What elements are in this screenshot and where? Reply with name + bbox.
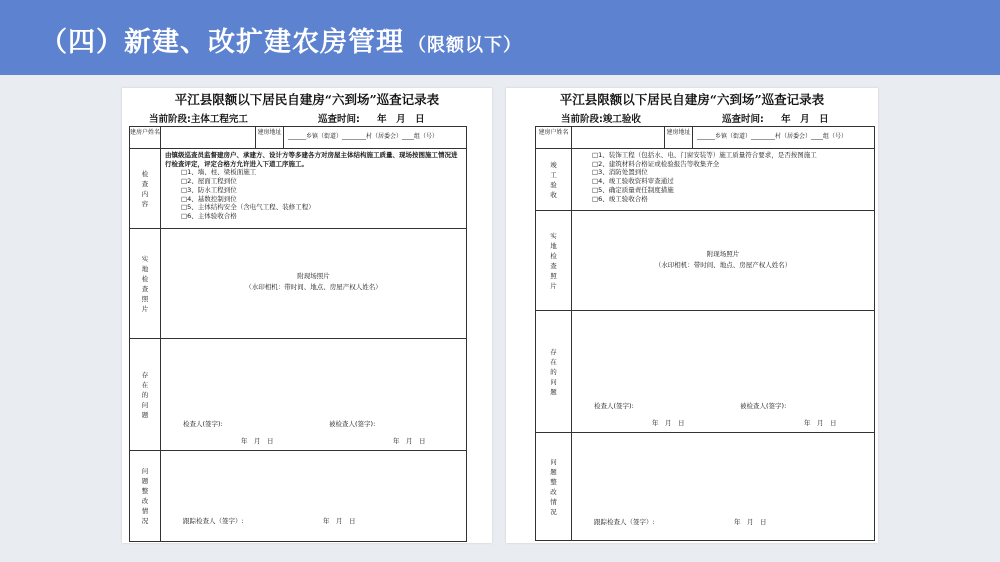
rect-label: 问题整改情况 <box>141 467 149 525</box>
check-item[interactable]: □1、装饰工程（包括水、电、门窗安装等）施工质量符合要求，是否按图施工 <box>592 151 817 159</box>
content-label-cell <box>536 149 572 211</box>
checked-date: 年 月 日 <box>393 437 426 445</box>
check-item[interactable]: □1、墙、柱、梁板面施工 <box>181 168 257 177</box>
checked-signature[interactable]: 被检查人(签字): <box>740 402 787 410</box>
followup-date: 年 月 日 <box>323 517 356 525</box>
stage-label: 当前阶段: <box>561 114 603 125</box>
photo-cell[interactable] <box>572 211 875 311</box>
photo-cell[interactable] <box>161 229 467 339</box>
addr-text: ______乡镇（街道）________村（居委会）____组（号） <box>288 133 439 140</box>
photo-text: 附现场照片 <box>706 250 740 258</box>
rect-label-cell <box>130 451 161 542</box>
check-item[interactable]: □5、主体结构安全（含电气工程、装修工程） <box>181 203 315 212</box>
content-cell <box>572 149 875 211</box>
issues-cell[interactable] <box>161 339 467 451</box>
check-items <box>572 149 874 205</box>
check-item[interactable]: □6、主体验收合格 <box>181 211 237 220</box>
sheet-title: 平江县限额以下居民自建房“六到场”巡查记录表 <box>559 92 825 107</box>
rect-cell[interactable] <box>572 433 875 541</box>
check-item[interactable]: □6、竣工验收合格 <box>592 194 648 203</box>
content-label: 检查内容 <box>141 169 149 208</box>
inspector-signature[interactable]: 检查人(签字): <box>594 402 634 410</box>
photo-label: 实地检查照片 <box>550 231 557 290</box>
check-item[interactable]: □4、竣工验收资料审查通过 <box>592 177 674 186</box>
content-label-cell <box>130 149 161 229</box>
addr-label-cell <box>256 127 284 149</box>
slide-title <box>40 20 522 59</box>
checked-date: 年 月 日 <box>804 419 837 427</box>
addr-label: 建房地址 <box>257 129 282 136</box>
rect-label: 问题整改情况 <box>550 457 557 516</box>
owner-value-cell[interactable] <box>161 127 256 149</box>
issues-label-cell <box>536 311 572 433</box>
content-cell <box>161 149 467 229</box>
inspector-signature[interactable]: 检查人(签字): <box>183 420 223 428</box>
owner-label-cell <box>130 127 161 149</box>
addr-text: ______乡镇（街道）________村（居委会）____组（号） <box>697 133 848 140</box>
check-item[interactable]: □2、屋面工程到位 <box>181 177 237 186</box>
addr-label: 建房地址 <box>666 129 691 136</box>
time-line <box>722 111 829 125</box>
inspector-date: 年 月 日 <box>241 437 274 445</box>
issues-label-cell <box>130 339 161 451</box>
issues-cell[interactable] <box>572 311 875 433</box>
owner-label: 建房户姓名 <box>130 129 161 136</box>
owner-label-cell <box>536 127 572 149</box>
issues-label: 存在的问题 <box>141 370 149 419</box>
stage-value: 主体工程完工 <box>190 114 248 125</box>
date-text: 年 月 日 <box>377 114 425 125</box>
addr-label-cell <box>665 127 693 149</box>
time-line <box>318 111 425 125</box>
photo-label-cell <box>536 211 572 311</box>
photo-note: （水印相机：带时间、地点、房屋产权人姓名） <box>654 261 792 269</box>
checked-signature[interactable]: 被检查人(签字): <box>329 420 376 428</box>
owner-label: 建房户姓名 <box>538 129 569 136</box>
time-label: 巡查时间: <box>722 114 764 125</box>
addr-value-cell[interactable] <box>693 127 875 149</box>
photo-note: （水印相机：带时间、地点、房屋产权人姓名） <box>245 283 382 291</box>
followup-date: 年 月 日 <box>734 518 767 526</box>
check-item[interactable]: □5、确定质量责任制度措施 <box>592 185 674 194</box>
stage-line <box>149 111 248 125</box>
intro-text: 由镇级巡查员监督建房户、承建方、设计方等多建各方对房屋主体结构施工质量、现场按图施工情况进行检查评定，评定合格方允许进入下道工序施工。 <box>165 151 458 168</box>
check-item[interactable]: □2、建筑材料合格证或检验报告等收集齐全 <box>592 159 720 168</box>
photo-placeholder <box>572 249 874 271</box>
check-item[interactable]: □3、防水工程到位 <box>181 185 237 194</box>
check-items <box>161 149 466 223</box>
photo-label: 实地检查照片 <box>141 254 149 313</box>
rect-label-cell <box>536 433 572 541</box>
stage-label: 当前阶段: <box>149 114 191 125</box>
time-label: 巡查时间: <box>318 114 360 125</box>
issues-label: 存在的问题 <box>550 347 557 396</box>
photo-placeholder <box>161 271 466 293</box>
inspector-date: 年 月 日 <box>652 419 685 427</box>
followup-signature[interactable]: 跟踪检查人（签字）: <box>594 518 655 526</box>
rect-cell[interactable] <box>161 451 467 542</box>
record-table <box>535 126 875 541</box>
addr-value-cell[interactable] <box>284 127 467 149</box>
check-item[interactable]: □4、基数控制到位 <box>181 194 237 203</box>
date-text: 年 月 日 <box>781 114 829 125</box>
slide-header <box>0 0 1000 75</box>
record-sheet-right <box>506 88 878 543</box>
slide-title-sub: （限额以下） <box>408 35 522 56</box>
check-item[interactable]: □3、消防处置到位 <box>592 168 648 177</box>
slide-title-main: （四）新建、改扩建农房管理 <box>40 27 404 58</box>
photo-text: 附现场照片 <box>297 272 330 280</box>
sheet-title: 平江县限额以下居民自建房“六到场”巡查记录表 <box>174 92 440 107</box>
stage-line <box>561 111 641 125</box>
record-sheet-left <box>122 88 492 543</box>
photo-label-cell <box>130 229 161 339</box>
content-label: 竣工验收 <box>550 160 557 199</box>
stage-value: 竣工验收 <box>602 114 641 125</box>
record-table <box>129 126 467 542</box>
followup-signature[interactable]: 跟踪检查人（签字）: <box>183 517 244 525</box>
owner-value-cell[interactable] <box>572 127 665 149</box>
